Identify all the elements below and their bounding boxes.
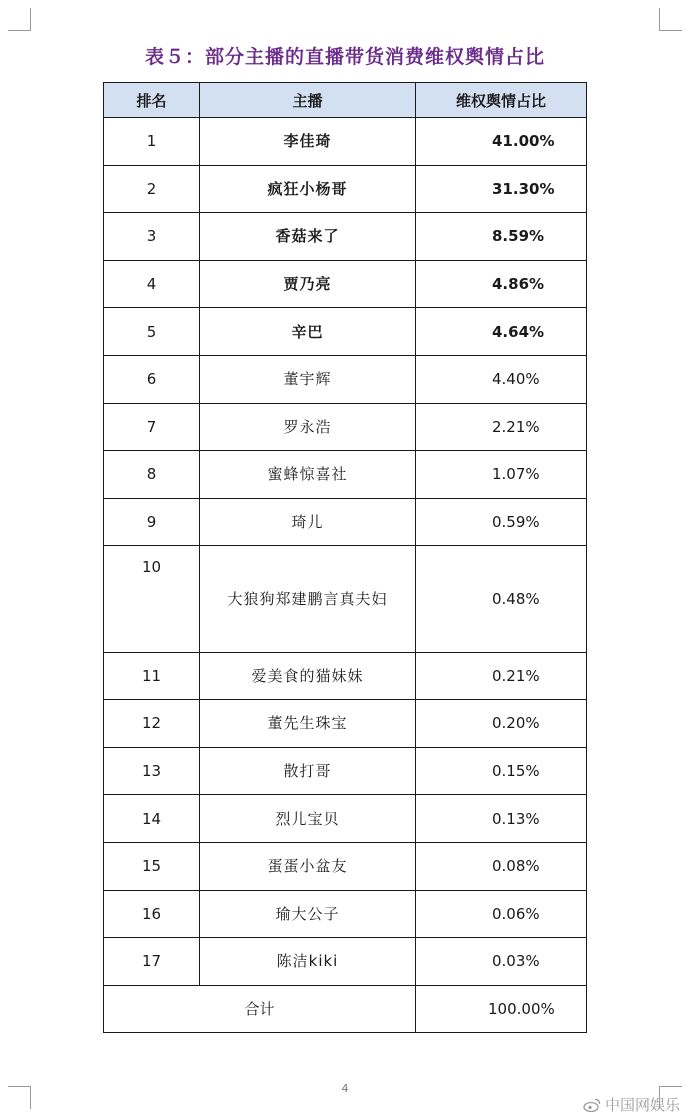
watermark-text: 中国网娱乐 [604, 1096, 680, 1114]
ranking-table [103, 82, 587, 1033]
table-header-row [104, 83, 587, 118]
corner-mark-top-right [659, 8, 682, 31]
rank-cell: 5 [104, 308, 200, 356]
table-row [104, 165, 587, 213]
rank-cell: 14 [104, 795, 200, 843]
host-cell: 大狼狗郑建鹏言真夫妇 [200, 546, 416, 652]
share-cell: 31.30% [416, 165, 587, 213]
table-row [104, 260, 587, 308]
share-cell: 8.59% [416, 213, 587, 261]
table-row [104, 451, 587, 499]
share-cell: 2.21% [416, 403, 587, 451]
table-row [104, 938, 587, 986]
rank-cell: 8 [104, 451, 200, 499]
watermark [583, 1094, 680, 1115]
rank-cell: 13 [104, 747, 200, 795]
total-label: 合计 [104, 985, 416, 1033]
rank-cell: 16 [104, 890, 200, 938]
corner-mark-top-left [8, 8, 31, 31]
rank-cell: 2 [104, 165, 200, 213]
share-cell: 0.59% [416, 498, 587, 546]
header-share: 维权舆情占比 [416, 83, 587, 118]
host-cell: 爱美食的猫妹妹 [200, 652, 416, 700]
host-cell: 烈儿宝贝 [200, 795, 416, 843]
share-cell: 0.08% [416, 842, 587, 890]
table-row [104, 700, 587, 748]
header-rank: 排名 [104, 83, 200, 118]
rank-cell: 1 [104, 118, 200, 166]
host-cell: 董先生珠宝 [200, 700, 416, 748]
share-cell: 1.07% [416, 451, 587, 499]
table-row [104, 747, 587, 795]
host-cell: 香菇来了 [200, 213, 416, 261]
host-cell: 蛋蛋小盆友 [200, 842, 416, 890]
table-row [104, 498, 587, 546]
table-row [104, 652, 587, 700]
rank-cell: 11 [104, 652, 200, 700]
host-cell: 散打哥 [200, 747, 416, 795]
rank-cell: 4 [104, 260, 200, 308]
share-cell: 4.40% [416, 355, 587, 403]
rank-cell: 10 [104, 546, 200, 652]
rank-cell: 9 [104, 498, 200, 546]
share-cell: 4.64% [416, 308, 587, 356]
share-cell: 0.13% [416, 795, 587, 843]
table-total-row [104, 985, 587, 1033]
table-row [104, 842, 587, 890]
table-row [104, 118, 587, 166]
share-cell: 0.03% [416, 938, 587, 986]
table-row [104, 795, 587, 843]
share-cell: 0.20% [416, 700, 587, 748]
table-row [104, 213, 587, 261]
host-cell: 董宇辉 [200, 355, 416, 403]
host-cell: 李佳琦 [200, 118, 416, 166]
share-cell: 4.86% [416, 260, 587, 308]
rank-cell: 3 [104, 213, 200, 261]
rank-cell: 17 [104, 938, 200, 986]
table-row [104, 890, 587, 938]
host-cell: 蜜蜂惊喜社 [200, 451, 416, 499]
share-cell: 0.06% [416, 890, 587, 938]
share-cell: 0.15% [416, 747, 587, 795]
rank-cell: 7 [104, 403, 200, 451]
weibo-icon [583, 1098, 601, 1112]
host-cell: 陈洁kiki [200, 938, 416, 986]
rank-cell: 15 [104, 842, 200, 890]
page-number: 4 [341, 1082, 349, 1095]
table-row [104, 308, 587, 356]
host-cell: 疯狂小杨哥 [200, 165, 416, 213]
host-cell: 瑜大公子 [200, 890, 416, 938]
table-title: 表５：部分主播的直播带货消费维权舆情占比 [144, 46, 545, 68]
table-row [104, 403, 587, 451]
host-cell: 辛巴 [200, 308, 416, 356]
table-row [104, 546, 587, 652]
rank-cell: 6 [104, 355, 200, 403]
rank-cell: 12 [104, 700, 200, 748]
host-cell: 罗永浩 [200, 403, 416, 451]
header-host: 主播 [200, 83, 416, 118]
share-cell: 41.00% [416, 118, 587, 166]
table-row [104, 355, 587, 403]
share-cell: 0.21% [416, 652, 587, 700]
host-cell: 琦儿 [200, 498, 416, 546]
host-cell: 贾乃亮 [200, 260, 416, 308]
share-cell: 0.48% [416, 546, 587, 652]
total-share: 100.00% [416, 985, 587, 1033]
